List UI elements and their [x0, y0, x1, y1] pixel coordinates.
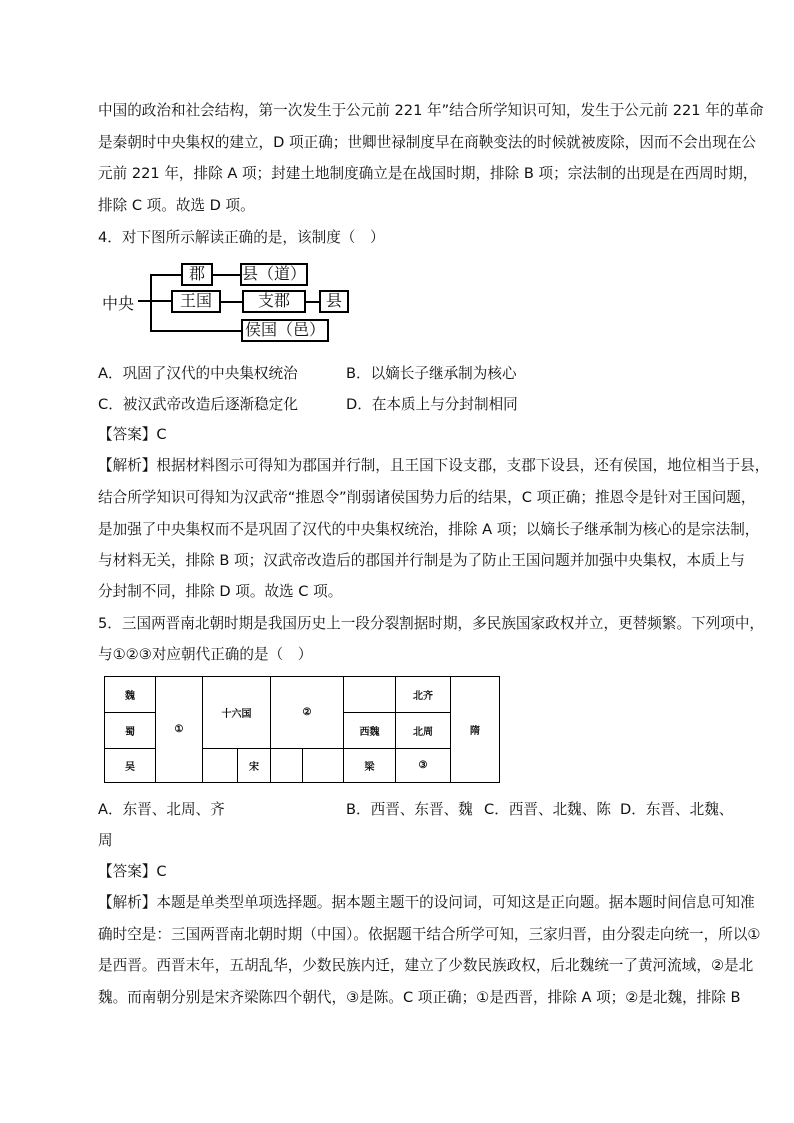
box-xian: 县 [319, 290, 349, 313]
cell-beizhou: 北周 [396, 713, 451, 749]
q5-stem-line: 与①②③对应朝代正确的是（ ） [98, 646, 313, 663]
connector-line [150, 274, 182, 276]
q5-stem-line: 5．三国两晋南北朝时期是我国历史上一段分裂割据时期，多民族国家政权并立，更替频繁。下列项中， [98, 615, 765, 632]
text-line: 元前 221 年，排除 A 项；封建土地制度确立是在战国时期，排除 B 项；宗法制的出现是在西周时期， [98, 165, 758, 182]
q5-answer: 【答案】C [98, 863, 167, 880]
connector-line [150, 274, 152, 330]
q4-answer: 【答案】C [98, 426, 167, 443]
q4-option-d: D．在本质上与分封制相同 [346, 396, 518, 413]
q5-option-b: B．西晋、东晋、魏 [346, 801, 473, 818]
text-line: 是加强了中央集权而不是巩固了汉代的中央集权统治，排除 A 项；以嫡长子继承制为核心的是宗法制， [98, 521, 760, 538]
cell-sixteen-kingdoms: 十六国 [203, 677, 271, 749]
connector-line [150, 300, 172, 302]
text-line: 是西晋。西晋末年，五胡乱华，少数民族内迁，建立了少数民族政权，后北魏统一了黄河流域，②是北 [98, 957, 754, 974]
cell-empty [271, 749, 303, 783]
text-line: 与材料无关，排除 B 项；汉武帝改造后的郡国并行制是为了防止王国问题并加强中央集权，本质上与 [98, 552, 745, 569]
box-wangguo: 王国 [171, 290, 221, 313]
q4-stem: 4．对下图所示解读正确的是，该制度（ ） [98, 229, 385, 246]
dynasty-table [104, 676, 500, 783]
diagram-center-label: 中央 [102, 294, 135, 313]
q4-option-c: C．被汉武帝改造后逐渐稳定化 [98, 396, 298, 413]
cell-blank-1: ① [156, 677, 203, 783]
cell-shu: 蜀 [105, 713, 156, 749]
text-line: 【解析】根据材料图示可得知为郡国并行制，且王国下设支郡，支郡下设县，还有侯国，地位相当于县， [98, 457, 770, 474]
cell-empty [303, 749, 344, 783]
cell-wu: 吴 [105, 749, 156, 783]
cell-empty [203, 749, 238, 783]
text-line: 魏。而南朝分别是宋齐梁陈四个朝代，③是陈。C 项正确；①是西晋，排除 A 项；②是北魏，排除 B [98, 989, 741, 1006]
connector-line [306, 301, 320, 303]
cell-wei: 魏 [105, 677, 156, 713]
q4-option-a: A．巩固了汉代的中央集权统治 [98, 365, 298, 382]
connector-line [150, 330, 242, 332]
q4-option-b: B．以嫡长子继承制为核心 [346, 365, 517, 382]
q5-option-a: A．东晋、北周、齐 [98, 801, 225, 818]
cell-blank-2: ② [271, 677, 344, 749]
q5-option-d-cont: 周 [98, 832, 113, 849]
text-line: 【解析】本题是单类型单项选择题。据本题主题干的设问词，可知这是正向题。据本题时间信息可知准 [98, 894, 755, 911]
q5-option-c: C．西晋、北魏、陈 [484, 801, 611, 818]
text-line: 确时空是：三国两晋南北朝时期（中国）。依据题干结合所学可知，三家归晋，由分裂走向统一，所以① [98, 926, 761, 943]
box-houguo: 侯国（邑） [241, 319, 329, 342]
box-jun: 郡 [181, 263, 213, 286]
box-zhijun: 支郡 [242, 290, 306, 313]
text-line: 分封制不同，排除 D 项。故选 C 项。 [98, 583, 343, 600]
cell-sui: 隋 [451, 677, 500, 783]
text-line: 结合所学知识可得知为汉武帝“推恩令”削弱诸侯国势力后的结果，C 项正确；推恩令是针对王国问题， [98, 489, 756, 506]
cell-song: 宋 [238, 749, 271, 783]
box-xian-dao: 县（道） [240, 263, 308, 286]
cell-liang: 梁 [344, 749, 396, 783]
q5-option-d: D．东晋、北魏、 [620, 801, 734, 818]
cell-xiwei: 西魏 [344, 713, 396, 749]
text-line: 中国的政治和社会结构，第一次发生于公元前 221 年”结合所学知识可知，发生于公元前 221 年的革命 [98, 102, 764, 119]
text-line: 是秦朝时中央集权的建立，D 项正确；世卿世禄制度早在商鞅变法的时候就被废除，因而不会出现在公 [98, 134, 757, 151]
connector-line [221, 301, 243, 303]
cell-empty [344, 677, 396, 713]
text-line: 排除 C 项。故选 D 项。 [98, 197, 255, 214]
connector-line [213, 274, 241, 276]
cell-blank-3: ③ [396, 749, 451, 783]
cell-beiqi: 北齐 [396, 677, 451, 713]
